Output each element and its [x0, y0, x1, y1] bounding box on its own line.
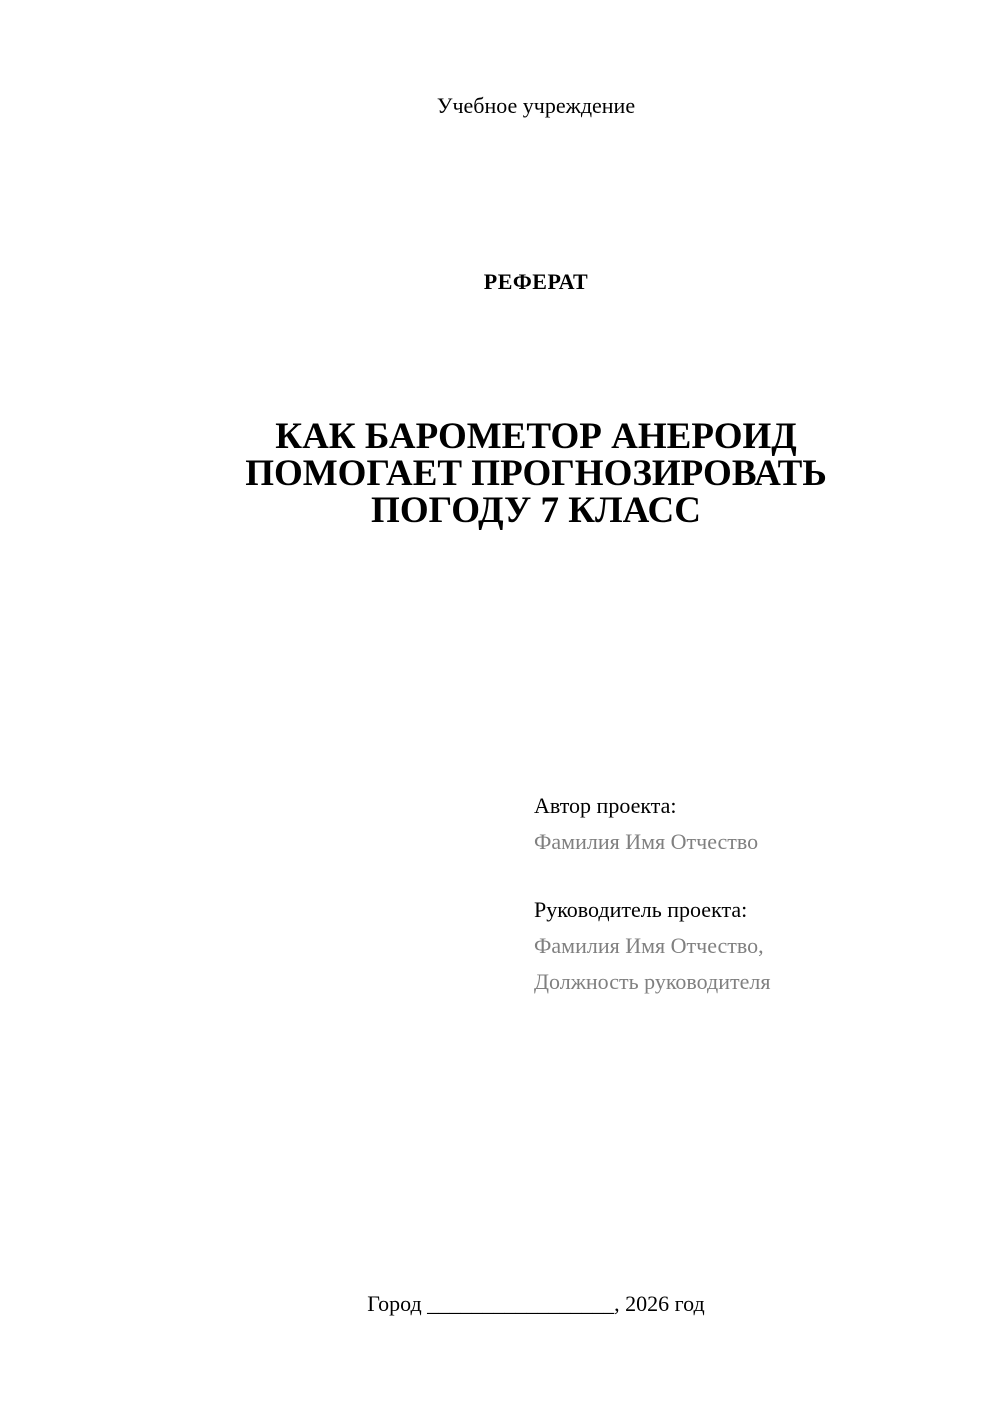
supervisor-label: Руководитель проекта:	[534, 897, 748, 922]
institution-name: Учебное учреждение	[436, 93, 636, 118]
supervisor-name: Фамилия Имя Отчество,	[534, 933, 764, 958]
title-line: КАК БАРОМЕТОР АНЕРОИД	[275, 416, 797, 457]
author-name: Фамилия Имя Отчество	[534, 829, 759, 854]
document-type: РЕФЕРАТ	[483, 269, 589, 294]
title-line: ПОГОДУ 7 КЛАСС	[371, 490, 701, 531]
city-year-line: Город _________________, 2026 год	[367, 1291, 705, 1316]
title-line: ПОМОГАЕТ ПРОГНОЗИРОВАТЬ	[245, 453, 827, 494]
author-label: Автор проекта:	[534, 793, 677, 818]
spacer	[534, 860, 954, 892]
supervisor-position: Должность руководителя	[534, 969, 771, 994]
project-info	[534, 788, 954, 1000]
document-title	[200, 418, 872, 529]
